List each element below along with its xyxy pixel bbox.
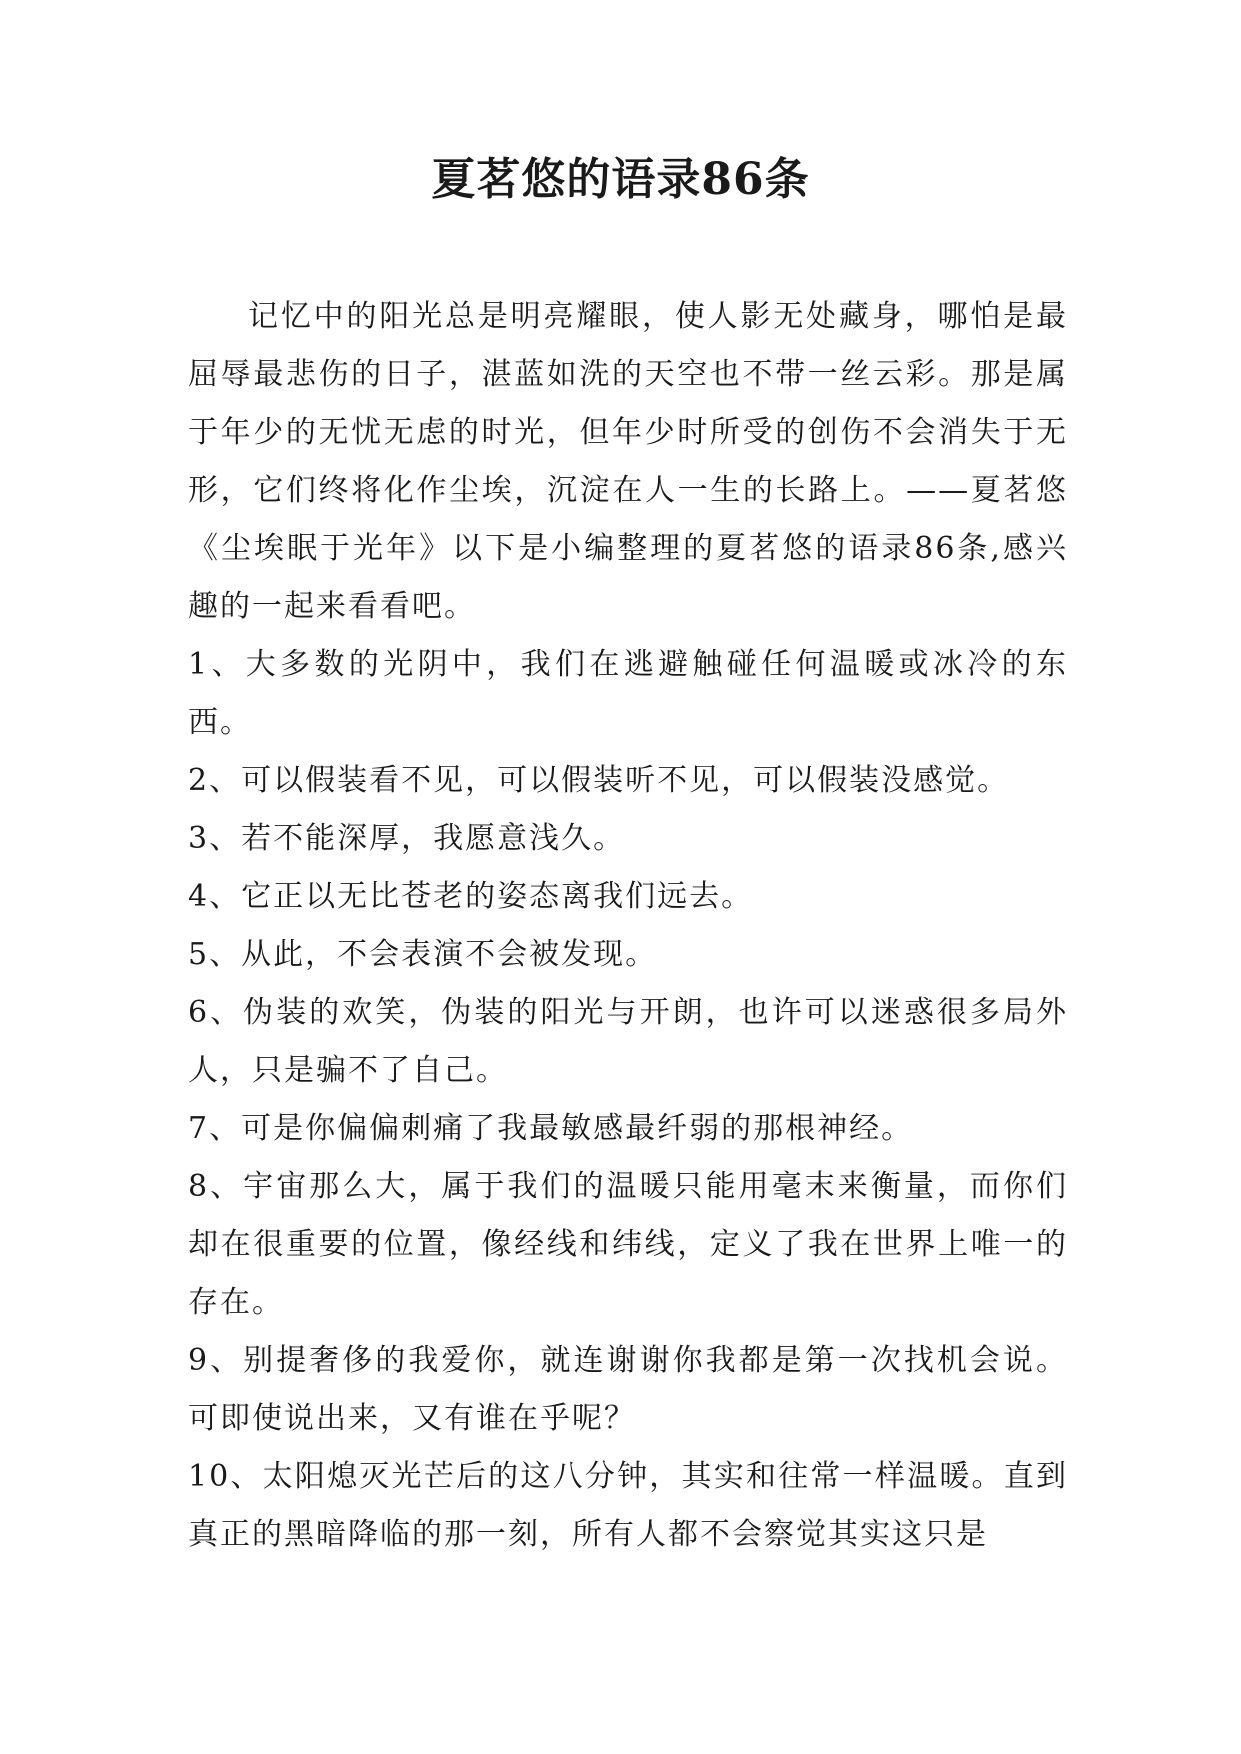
quote-item-5: 5、从此，不会表演不会被发现。 — [188, 937, 658, 972]
quote-item-3: 3、若不能深厚，我愿意浅久。 — [188, 821, 626, 856]
document-body — [188, 288, 1068, 1564]
quote-item-7: 7、可是你偏偏刺痛了我最敏感最纤弱的那根神经。 — [188, 1111, 914, 1146]
document-title: 夏茗悠的语录86条 — [431, 154, 810, 205]
quote-item-4: 4、它正以无比苍老的姿态离我们远去。 — [188, 879, 754, 914]
intro-paragraph: 记忆中的阳光总是明亮耀眼，使人影无处藏身，哪怕是最屈辱最悲伤的日子，湛蓝如洗的天空也不带一丝云彩。那是属于年少的无忧无虑的时光，但年少时所受的创伤不会消失于无形，它们终将化作尘埃，沉淀在人一生的长路上。——夏茗悠 《尘埃眠于光年》以下是小编整理的夏茗悠的语录86条,感兴趣的一起来看看吧。 — [188, 299, 1068, 624]
quote-item-1: 1、大多数的光阴中，我们在逃避触碰任何温暖或冰冷的东西。 — [188, 647, 1068, 740]
quote-item-9: 9、别提奢侈的我爱你，就连谢谢你我都是第一次找机会说。可即使说出来，又有谁在乎呢？ — [188, 1343, 1068, 1436]
quote-item-8: 8、宇宙那么大，属于我们的温暖只能用毫末来衡量，而你们却在很重要的位置，像经线和纬线，定义了我在世界上唯一的存在。 — [188, 1169, 1068, 1320]
quote-item-2: 2、可以假装看不见，可以假装听不见，可以假装没感觉。 — [188, 763, 1010, 798]
quote-item-10: 10、太阳熄灭光芒后的这八分钟，其实和往常一样温暖。直到真正的黑暗降临的那一刻，所有人都不会察觉其实这只是 — [188, 1459, 1068, 1552]
quote-item-6: 6、伪装的欢笑，伪装的阳光与开朗，也许可以迷惑很多局外人，只是骗不了自己。 — [188, 995, 1068, 1088]
